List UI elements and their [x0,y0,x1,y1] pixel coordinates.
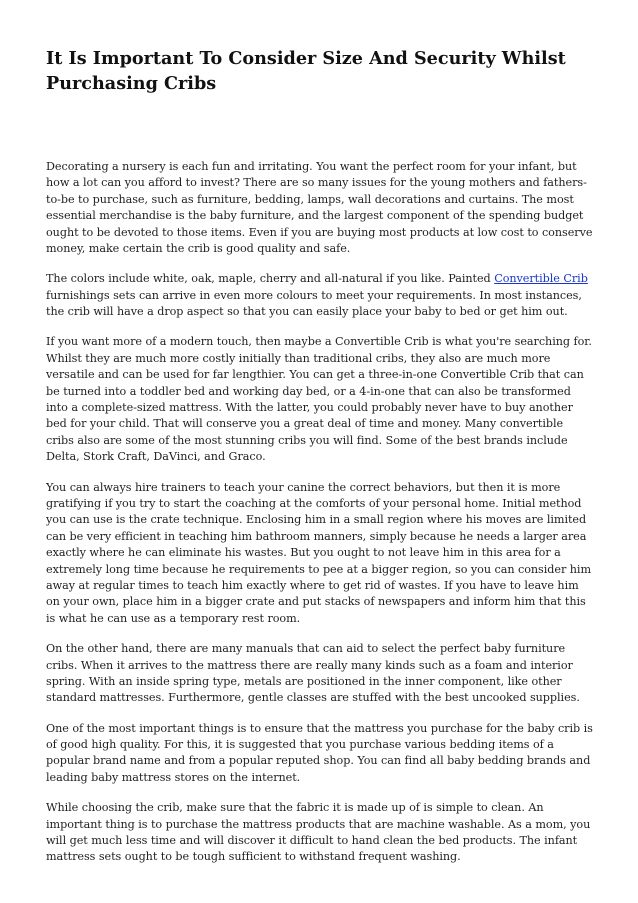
paragraph-2-text-end: furnishings sets can arrive in even more colours to meet your requirements. In most instances, the crib will have a drop aspect so that you can easily place your baby to bed or get him out. [46,288,582,319]
paragraph-3: If you want more of a modern touch, then maybe a Convertible Crib is what you're searching for. Whilst they are much more costly initially than traditional cribs, they also are much more versatile and can be used for far lengthier. You can get a three-in-one Convertible Crib that can be turned into a toddler bed and working day bed, or a 4-in-one that can also be transformed into a complete-sized mattress. With the latter, you could probably never have to buy another bed for your child. That will conserve you a great deal of time and money. Many convertible cribs also are some of the most stunning cribs you will find. Some of the best brands include Delta, Stork Craft, DaVinci, and Graco. [46,335,592,464]
page-title: It Is Important To Consider Size And Security Whilst Purchasing Cribs [46,48,566,94]
document-body [46,159,594,866]
paragraph-2-text-start: The colors include white, oak, maple, cherry and all-natural if you like. Painted [46,272,495,286]
paragraph-6: One of the most important things is to ensure that the mattress you purchase for the baby crib is of good high quality. For this, it is suggested that you purchase various bedding items of a popular brand name and from a popular reputed shop. You can find all baby bedding brands and leading baby mattress stores on the internet. [46,721,593,784]
paragraph-1: Decorating a nursery is each fun and irritating. You want the perfect room for your infant, but how a lot can you afford to invest? There are so many issues for the young mothers and fathers-to-be to purchase, such as furniture, bedding, lamps, wall decorations and curtains. The most essential merchandise is the baby furniture, and the largest component of the spending budget ought to be devoted to those items. Even if you are buying most products at low cost to conserve money, make certain the crib is good quality and safe. [46,160,593,256]
paragraph-7: While choosing the crib, make sure that the fabric it is made up of is simple to clean. An important thing is to purchase the mattress products that are machine washable. As a mom, you will get much less time and will discover it difficult to hand clean the bed products. The infant mattress sets ought to be tough sufficient to withstand frequent washing. [46,801,591,864]
paragraph-5: On the other hand, there are many manuals that can aid to select the perfect baby furniture cribs. When it arrives to the mattress there are really many kinds such as a foam and interior spring. With an inside spring type, metals are positioned in the inner component, like other standard mattresses. Furthermore, gentle classes are stuffed with the best uncooked supplies. [46,642,580,705]
paragraph-4: You can always hire trainers to teach your canine the correct behaviors, but then it is more gratifying if you try to start the coaching at the comforts of your personal home. Initial method you can use is the crate technique. Enclosing him in a small region where his moves are limited can be very efficient in teaching him bathroom manners, simply because he needs a larger area exactly where he can eliminate his wastes. But you ought to not leave him in this area for a extremely long time because he requirements to pee at a bigger region, so you can consider him away at regular times to teach him exactly where to get rid of wastes. If you have to leave him on your own, place him in a bigger crate and put stacks of newspapers and inform him that this is what he can use as a temporary rest room. [46,480,592,625]
paragraph-2 [46,271,594,320]
convertible-crib-link[interactable]: Convertible Crib [494,272,588,286]
